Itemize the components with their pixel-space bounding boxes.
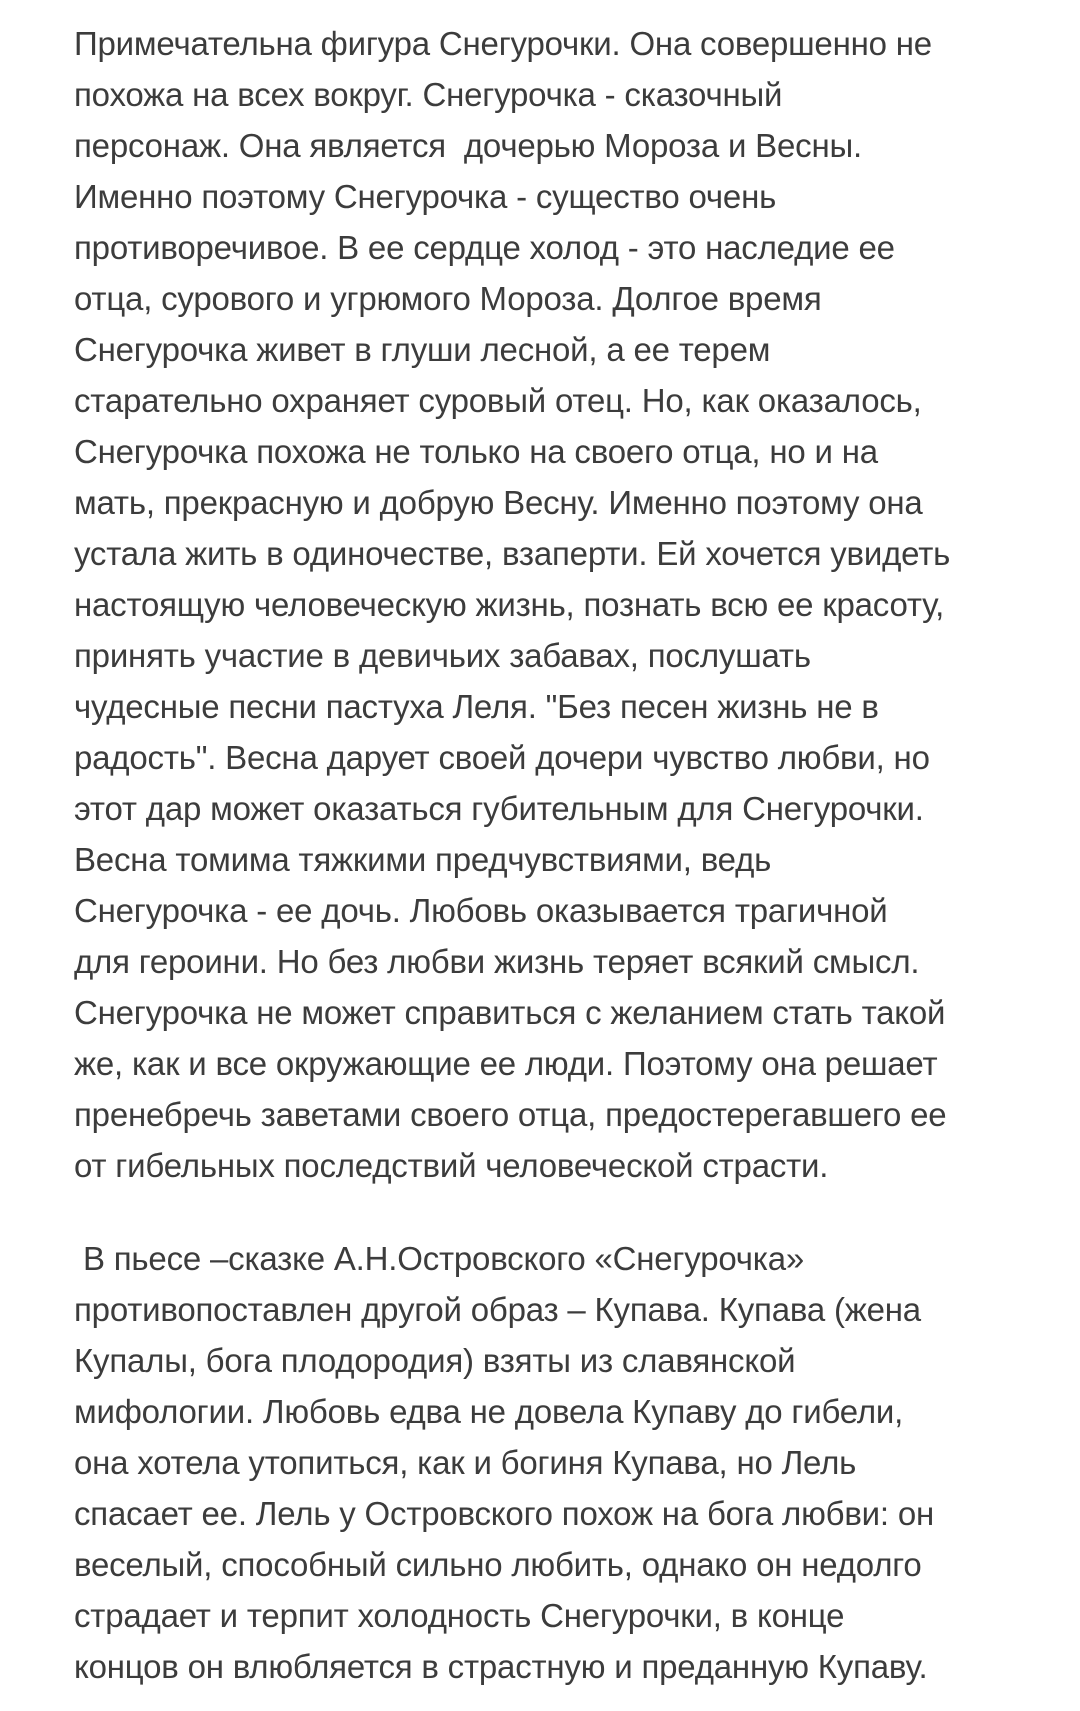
text-line: Весна томима тяжкими предчувствиями, ведь [74, 841, 772, 878]
text-line: этот дар может оказаться губительным для Снегурочки. [74, 790, 924, 827]
paragraph-kupava [74, 1233, 1074, 1692]
text-line: мать, прекрасную и добрую Весну. Именно поэтому она [74, 484, 923, 521]
text-line: она хотела утопиться, как и богиня Купава, но Лель [74, 1444, 857, 1481]
paragraph-snegurochka [74, 18, 1074, 1191]
text-line: старательно охраняет суровый отец. Но, как оказалось, [74, 382, 922, 419]
text-line: страдает и терпит холодность Снегурочки, в конце [74, 1597, 845, 1634]
text-line: Именно поэтому Снегурочка - существо очень [74, 178, 777, 215]
text-line: концов он влюбляется в страстную и преданную Купаву. [74, 1648, 928, 1685]
text-line: противоречивое. В ее сердце холод - это наследие ее [74, 229, 895, 266]
text-line: Снегурочка - ее дочь. Любовь оказывается трагичной [74, 892, 888, 929]
text-line: отца, сурового и угрюмого Мороза. Долгое время [74, 280, 822, 317]
paragraph-gap [74, 1191, 1074, 1233]
text-line: принять участие в девичьих забавах, послушать [74, 637, 811, 674]
text-line: для героини. Но без любви жизнь теряет всякий смысл. [74, 943, 920, 980]
text-line: В пьесе –сказке А.Н.Островского «Снегурочка» [74, 1240, 805, 1277]
text-line: противопоставлен другой образ – Купава. Купава (жена [74, 1291, 921, 1328]
text-line: радость". Весна дарует своей дочери чувство любви, но [74, 739, 930, 776]
text-line: чудесные песни пастуха Леля. "Без песен жизнь не в [74, 688, 879, 725]
text-line: же, как и все окружающие ее люди. Поэтому она решает [74, 1045, 938, 1082]
text-line: веселый, способный сильно любить, однако он недолго [74, 1546, 922, 1583]
text-line: Снегурочка живет в глуши лесной, а ее терем [74, 331, 771, 368]
text-line: Снегурочка не может справиться с желанием стать такой [74, 994, 946, 1031]
text-line: спасает ее. Лель у Островского похож на бога любви: он [74, 1495, 935, 1532]
document-text [74, 18, 1074, 1692]
text-line: от гибельных последствий человеческой страсти. [74, 1147, 829, 1184]
text-line: настоящую человеческую жизнь, познать всю ее красоту, [74, 586, 945, 623]
text-line: Купалы, бога плодородия) взяты из славянской [74, 1342, 796, 1379]
text-line: пренебречь заветами своего отца, предостерегавшего ее [74, 1096, 947, 1133]
text-line: персонаж. Она является дочерью Мороза и Весны. [74, 127, 862, 164]
text-line: похожа на всех вокруг. Снегурочка - сказочный [74, 76, 783, 113]
text-line: Снегурочка похожа не только на своего отца, но и на [74, 433, 878, 470]
text-line: устала жить в одиночестве, взаперти. Ей хочется увидеть [74, 535, 951, 572]
text-line: Примечательна фигура Снегурочки. Она совершенно не [74, 25, 932, 62]
text-line: мифологии. Любовь едва не довела Купаву до гибели, [74, 1393, 904, 1430]
